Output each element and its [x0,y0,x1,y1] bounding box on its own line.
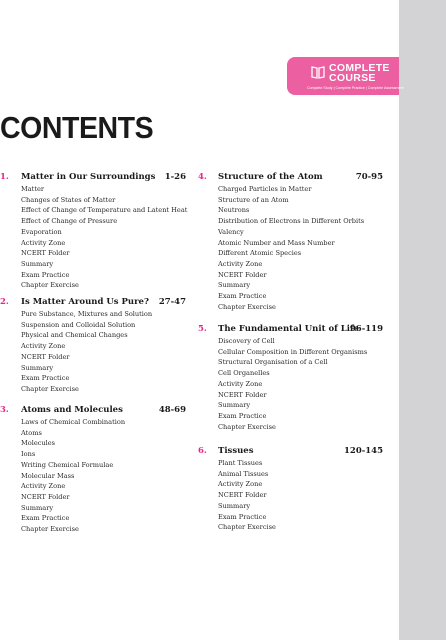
topic-item: Summary [218,401,251,410]
chapter-title: Matter in Our Surroundings [21,172,156,182]
topic-item: NCERT Folder [218,390,267,399]
book-icon [310,64,326,80]
topic-item: Exam Practice [21,514,70,523]
chapter-title: Is Matter Around Us Pure? [21,297,149,307]
topic-item: Effect of Change of Pressure [21,217,118,226]
chapter-heading [198,324,383,336]
topic-item: Activity Zone [218,259,263,268]
topic-item: Exam Practice [21,270,70,279]
page-edge-band [399,0,446,640]
chapter-title: Structure of the Atom [218,172,323,182]
topic-item: Summary [21,259,54,268]
topic-item: Animal Tissues [218,469,269,478]
topic-item: Laws of Chemical Combination [21,418,126,426]
topic-item: Molecules [21,439,56,448]
topic-item: Chapter Exercise [21,384,79,393]
topic-item: Discovery of Cell [218,337,275,345]
chapter-1 [0,172,186,291]
chapter-number: 5. [198,324,207,334]
topic-item: Summary [218,501,251,510]
topic-item: Atomic Number and Mass Number [218,238,335,247]
chapter-6 [198,446,383,533]
topic-item: Cellular Composition in Different Organisms [218,347,368,356]
topic-item: NCERT Folder [21,492,70,501]
topic-list [21,184,186,291]
topic-item: NCERT Folder [218,270,267,279]
topic-item: Matter [21,185,45,193]
topic-item: Exam Practice [218,512,267,521]
chapter-3 [0,405,186,535]
topic-item: Chapter Exercise [218,422,276,431]
topic-item: Changes of States of Matter [21,195,116,204]
topic-item: Valency [218,227,244,236]
chapter-title: Atoms and Molecules [21,405,123,415]
topic-item: Activity Zone [21,342,66,351]
chapter-pages: 96-119 [349,324,383,334]
topic-item: Chapter Exercise [21,281,79,290]
badge-line-1: COMPLETE [329,62,390,74]
topic-item: Distribution of Electrons in Different Orbits [218,217,365,226]
chapter-5 [198,324,383,432]
topic-list [21,417,186,535]
complete-course-badge [287,57,404,95]
topic-item: Effect of Change of Temperature and Latent Heat [21,206,188,215]
chapter-number: 2. [0,297,9,307]
topic-item: Cell Organelles [218,369,270,378]
topic-item: Activity Zone [21,482,66,491]
topic-item: Summary [21,363,54,372]
topic-item: Physical and Chemical Changes [21,331,128,340]
chapter-number: 1. [0,172,9,182]
chapter-heading [0,172,186,184]
chapter-2 [0,297,186,395]
chapter-number: 3. [0,405,9,415]
chapter-pages: 120-145 [343,446,383,456]
chapter-title: The Fundamental Unit of Life [218,324,360,334]
topic-item: Exam Practice [218,411,267,420]
chapter-pages: 70-95 [355,172,383,182]
topic-item: Activity Zone [21,238,66,247]
topic-item: Atoms [21,428,42,437]
chapter-number: 4. [198,172,207,182]
topic-item: Chapter Exercise [218,302,276,311]
topic-item: Exam Practice [218,292,267,301]
chapter-4 [198,172,383,312]
chapter-heading [198,172,383,184]
topic-item: Charged Particles in Matter [218,185,312,193]
chapter-heading [0,297,186,309]
topic-item: Pure Substance, Mixtures and Solution [21,310,153,318]
topic-item: NCERT Folder [21,352,70,361]
chapter-pages: 27-47 [158,297,186,307]
topic-item: Chapter Exercise [21,525,79,534]
topic-list [21,309,186,395]
topic-item: Structure of an Atom [218,195,289,204]
badge-tagline: Complete Study | Complete Practice | Complete Assessment [307,86,404,90]
chapter-number: 6. [198,446,207,456]
topic-item: Molecular Mass [21,471,75,480]
topic-item: Suspension and Colloidal Solution [21,320,136,329]
topic-item: Activity Zone [218,379,263,388]
chapter-pages: 48-69 [158,405,186,415]
chapter-heading [198,446,383,458]
topic-item: Ions [21,450,36,459]
chapter-heading [0,405,186,417]
topic-item: Different Atomic Species [218,249,302,258]
topic-item: Writing Chemical Formulae [21,460,114,469]
topic-item: Exam Practice [21,374,70,383]
topic-list [218,336,383,432]
topic-item: Structural Organisation of a Cell [218,358,328,367]
topic-item: Neutrons [218,206,250,215]
topic-item: Summary [218,281,251,290]
topic-list [218,458,383,533]
topic-item: Activity Zone [218,480,263,489]
topic-list [218,184,383,312]
topic-item: Chapter Exercise [218,523,276,532]
badge-line-2: COURSE [329,72,376,84]
topic-item: Evaporation [21,227,62,236]
chapter-title: Tissues [218,446,254,456]
topic-item: Plant Tissues [218,459,263,467]
topic-item: Summary [21,503,54,512]
topic-item: NCERT Folder [218,491,267,500]
topic-item: NCERT Folder [21,249,70,258]
page-title: CONTENTS [0,110,154,145]
chapter-pages: 1-26 [164,172,186,182]
